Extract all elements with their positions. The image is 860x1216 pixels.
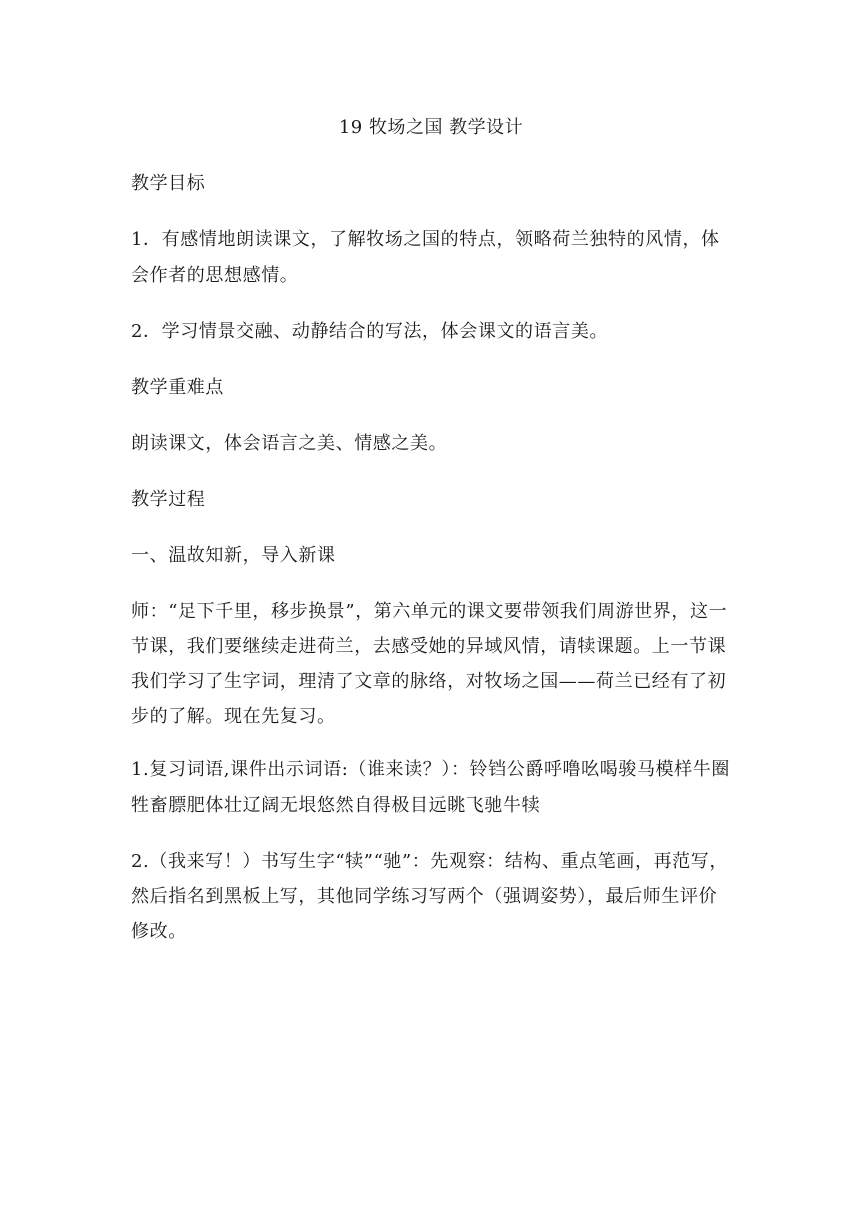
heading-objectives: 教学目标 (131, 173, 206, 194)
document-title: 19 牧场之国 教学设计 (338, 117, 524, 138)
review-writing: 2.（我来写！）书写生字“犊”“驰”：先观察：结构、重点笔画，再范写，然后指名到黑板上写，其他同学练习写两个（强调姿势），最后师生评价修改。 (131, 851, 728, 942)
document-body (131, 114, 731, 971)
section-1-heading: 一、温故知新，导入新课 (131, 545, 336, 566)
heading-focus: 教学重难点 (131, 377, 224, 398)
objective-1: 1．有感情地朗读课文，了解牧场之国的特点，领略荷兰独特的风情，体会作者的思想感情。 (131, 229, 720, 286)
heading-process: 教学过程 (131, 489, 206, 510)
focus-text: 朗读课文，体会语言之美、情感之美。 (131, 433, 448, 454)
teacher-intro: 师：“足下千里，移步换景”，第六单元的课文要带领我们周游世界，这一节课，我们要继续走进荷兰，去感受她的异域风情，请犊课题。上一节课我们学习了生字词，理清了文章的脉络，对牧场之国——荷兰已经有了初步的了解。现在先复习。 (131, 601, 728, 727)
review-words: 1.复习词语,课件出示词语:（谁来读？）：铃铛公爵呼噜吆喝骏马模样牛圈牲畜膘肥体壮辽阔无垠悠然自得极目远眺飞驰牛犊 (131, 759, 730, 816)
objective-2: 2．学习情景交融、动静结合的写法，体会课文的语言美。 (131, 321, 609, 342)
